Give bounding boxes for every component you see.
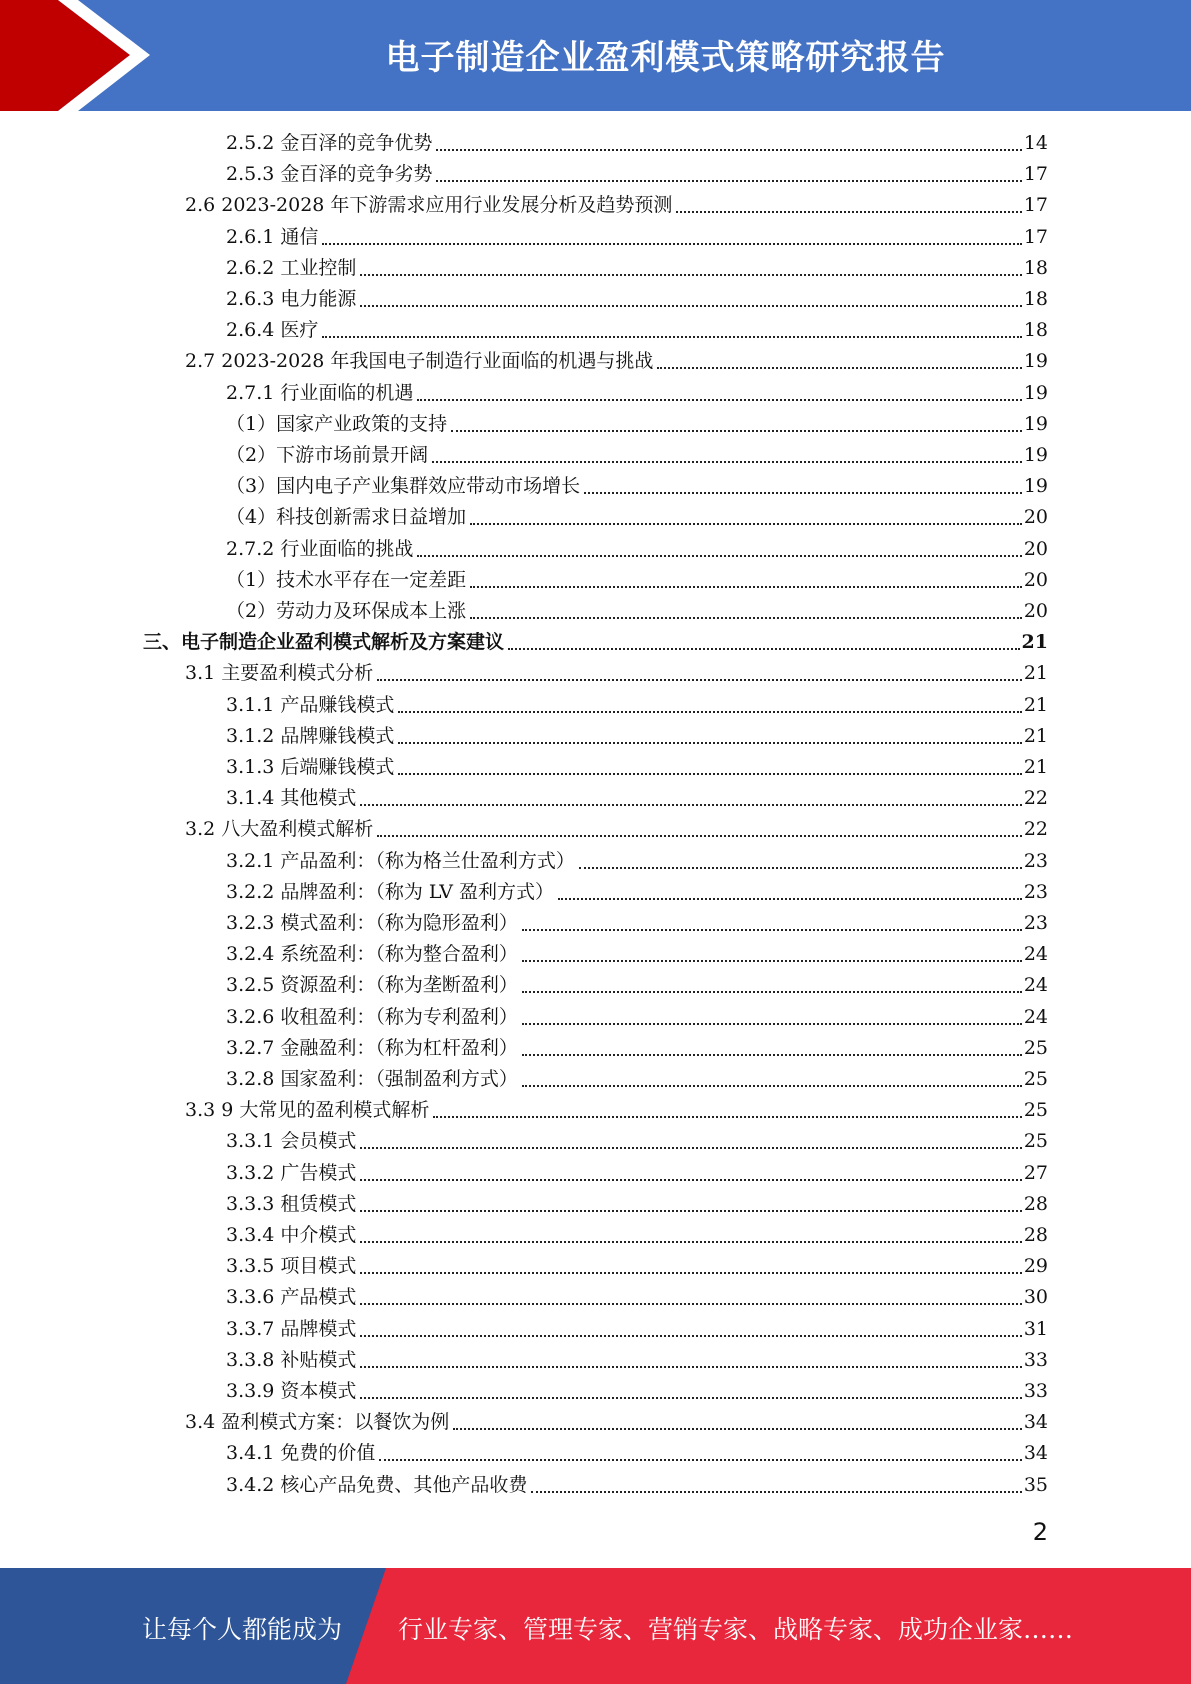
toc-entry[interactable]: [226, 1251, 1048, 1282]
toc-entry-label: 3.2.4 系统盈利：（称为整合盈利）: [226, 943, 518, 966]
toc-leader-dots: [360, 1335, 1021, 1337]
toc-entry-label: 3.2.8 国家盈利：（强制盈利方式）: [226, 1068, 518, 1090]
toc-leader-dots: [398, 742, 1021, 744]
toc-entry-label: 3.1.3 后端赚钱模式: [226, 756, 395, 778]
toc-entry-label: 3.1.1 产品赚钱模式: [226, 693, 395, 716]
toc-entry-label: （2）下游市场前景开阔: [226, 444, 429, 466]
toc-leader-dots: [360, 804, 1021, 806]
toc-entry-label: 2.5.3 金百泽的竞争劣势: [226, 163, 433, 186]
toc-entry-page: 20: [1023, 506, 1048, 529]
toc-leader-dots: [417, 555, 1021, 557]
toc-leader-dots: [522, 1023, 1022, 1025]
toc-entry-label: 3.1 主要盈利模式分析: [185, 662, 374, 685]
toc-entry[interactable]: [226, 1220, 1048, 1251]
toc-entry-page: 28: [1023, 1224, 1048, 1246]
toc-leader-dots: [470, 523, 1022, 525]
toc-leader-dots: [360, 1241, 1021, 1243]
toc-entry-page: 29: [1023, 1255, 1048, 1278]
document-title: 电子制造企业盈利模式策略研究报告: [385, 38, 946, 78]
toc-entry[interactable]: [226, 440, 1048, 471]
toc-entry[interactable]: [226, 970, 1048, 1001]
toc-entry[interactable]: [226, 846, 1048, 877]
toc-leader-dots: [379, 1459, 1021, 1461]
toc-entry[interactable]: [226, 1376, 1048, 1407]
toc-entry-label: 三、电子制造企业盈利模式解析及方案建议: [143, 631, 505, 654]
toc-entry[interactable]: [226, 1438, 1048, 1469]
toc-leader-dots: [470, 586, 1022, 588]
toc-entry-label: 3.3.4 中介模式: [226, 1224, 357, 1246]
toc-entry-page: 35: [1023, 1473, 1048, 1496]
toc-leader-dots: [522, 1054, 1022, 1056]
toc-entry-page: 19: [1023, 412, 1048, 435]
toc-entry[interactable]: [226, 596, 1048, 627]
toc-entry-page: 21: [1023, 662, 1048, 685]
toc-entry[interactable]: [185, 814, 1048, 845]
toc-entry-label: 2.6.4 医疗: [226, 319, 319, 342]
toc-entry-page: 23: [1023, 880, 1048, 903]
toc-leader-dots: [579, 867, 1022, 869]
toc-entry-label: （1）技术水平存在一定差距: [226, 568, 467, 591]
toc-entry-page: 18: [1023, 288, 1048, 310]
toc-entry-label: （3）国内电子产业集群效应带动市场增长: [226, 475, 581, 498]
toc-entry[interactable]: [143, 627, 1048, 658]
toc-leader-dots: [657, 367, 1021, 369]
toc-entry-page: 28: [1023, 1192, 1048, 1215]
toc-leader-dots: [584, 492, 1022, 494]
toc-entry[interactable]: [226, 471, 1048, 502]
toc-entry[interactable]: [226, 1470, 1048, 1501]
toc-entry[interactable]: [226, 939, 1048, 970]
toc-leader-dots: [360, 1179, 1021, 1181]
toc-entry-page: 17: [1023, 194, 1048, 217]
toc-entry[interactable]: [226, 752, 1048, 783]
toc-entry-label: 2.6 2023-2028 年下游需求应用行业发展分析及趋势预测: [185, 194, 673, 217]
toc-entry[interactable]: [185, 658, 1048, 689]
toc-entry[interactable]: [185, 1407, 1048, 1438]
page-footer: [0, 1568, 1191, 1684]
toc-leader-dots: [508, 648, 1020, 650]
page-header: [0, 0, 1191, 111]
toc-leader-dots: [398, 711, 1021, 713]
toc-entry[interactable]: [226, 253, 1048, 284]
toc-entry-page: 20: [1023, 568, 1048, 591]
toc-entry-page: 22: [1023, 818, 1048, 841]
toc-leader-dots: [377, 835, 1022, 837]
toc-entry-page: 24: [1023, 943, 1048, 966]
toc-entry-label: 2.6.1 通信: [226, 225, 319, 248]
toc-entry[interactable]: [226, 159, 1048, 190]
toc-entry-label: 3.1.4 其他模式: [226, 787, 357, 810]
toc-leader-dots: [522, 929, 1022, 931]
toc-entry-page: 31: [1023, 1317, 1048, 1340]
toc-entry[interactable]: [226, 222, 1048, 253]
toc-entry[interactable]: [226, 1189, 1048, 1220]
toc-entry-page: 25: [1023, 1036, 1048, 1059]
toc-entry-label: 3.3.7 品牌模式: [226, 1317, 357, 1340]
toc-entry-page: 17: [1023, 163, 1048, 186]
toc-entry-label: 3.3.2 广告模式: [226, 1161, 357, 1184]
toc-entry-label: 3.2.5 资源盈利：（称为垄断盈利）: [226, 974, 518, 997]
toc-entry[interactable]: [226, 690, 1048, 721]
toc-leader-dots: [360, 1366, 1021, 1368]
toc-entry[interactable]: [226, 565, 1048, 596]
toc-leader-dots: [377, 679, 1022, 681]
toc-leader-dots: [360, 1272, 1021, 1274]
footer-slogan-right: 行业专家、管理专家、营销专家、战略专家、成功企业家……: [398, 1615, 1074, 1644]
toc-entry[interactable]: [226, 128, 1048, 159]
toc-entry-label: 3.4.1 免费的价值: [226, 1442, 376, 1465]
toc-entry-label: 3.2.3 模式盈利：（称为隐形盈利）: [226, 912, 518, 934]
toc-leader-dots: [360, 1210, 1021, 1212]
toc-leader-dots: [436, 149, 1021, 151]
toc-entry-label: 3.2.7 金融盈利：（称为杠杆盈利）: [226, 1036, 518, 1059]
toc-leader-dots: [676, 211, 1021, 213]
toc-entry-page: 25: [1023, 1099, 1048, 1122]
toc-entry[interactable]: [226, 502, 1048, 533]
toc-entry-page: 14: [1023, 132, 1048, 154]
toc-entry-page: 33: [1023, 1348, 1048, 1371]
toc-entry-page: 25: [1023, 1130, 1048, 1153]
toc-leader-dots: [531, 1491, 1021, 1493]
toc-entry-page: 19: [1023, 350, 1048, 373]
toc-entry-label: 2.5.2 金百泽的竞争优势: [226, 132, 433, 154]
toc-entry-label: （2）劳动力及环保成本上涨: [226, 600, 467, 622]
toc-leader-dots: [453, 1428, 1022, 1430]
toc-leader-dots: [360, 305, 1021, 307]
toc-leader-dots: [322, 336, 1021, 338]
toc-entry-label: 3.3.5 项目模式: [226, 1255, 357, 1278]
toc-entry[interactable]: [226, 877, 1048, 908]
toc-entry-label: （4）科技创新需求日益增加: [226, 506, 467, 529]
toc-entry-page: 19: [1023, 475, 1048, 498]
toc-leader-dots: [398, 773, 1021, 775]
toc-entry-page: 34: [1023, 1411, 1048, 1434]
toc-entry-page: 23: [1023, 849, 1048, 872]
toc-entry-page: 24: [1023, 974, 1048, 997]
toc-leader-dots: [360, 1303, 1021, 1305]
toc-entry-label: 2.6.2 工业控制: [226, 256, 357, 279]
toc-entry-label: 3.4.2 核心产品免费、其他产品收费: [226, 1473, 528, 1496]
toc-entry-label: 2.7 2023-2028 年我国电子制造行业面临的机遇与挑战: [185, 350, 654, 373]
toc-entry[interactable]: [226, 409, 1048, 440]
toc-entry-page: 19: [1023, 444, 1048, 466]
toc-leader-dots: [322, 243, 1021, 245]
toc-entry[interactable]: [226, 1064, 1048, 1095]
toc-entry-page: 18: [1023, 319, 1048, 342]
toc-entry-label: 3.3.6 产品模式: [226, 1286, 357, 1309]
toc-entry[interactable]: [226, 1282, 1048, 1313]
toc-entry[interactable]: [226, 1126, 1048, 1157]
toc-entry[interactable]: [185, 1095, 1048, 1126]
toc-entry[interactable]: [226, 1314, 1048, 1345]
toc-entry[interactable]: [226, 284, 1048, 315]
toc-entry-page: 30: [1023, 1286, 1048, 1309]
toc-leader-dots: [433, 1116, 1021, 1118]
footer-slogan-left: 让每个人都能成为: [142, 1615, 343, 1644]
toc-entry-label: 3.3.1 会员模式: [226, 1130, 357, 1153]
toc-leader-dots: [451, 430, 1022, 432]
toc-entry-page: 23: [1023, 912, 1048, 934]
toc-entry-label: 2.7.1 行业面临的机遇: [226, 381, 414, 404]
toc-entry-page: 25: [1023, 1068, 1048, 1090]
toc-leader-dots: [470, 617, 1022, 619]
toc-entry[interactable]: [226, 721, 1048, 752]
toc-leader-dots: [432, 461, 1022, 463]
toc-entry-page: 34: [1023, 1442, 1048, 1465]
header-arrow-decoration: [0, 0, 160, 111]
toc-entry-label: 3.4 盈利模式方案：以餐饮为例: [185, 1411, 450, 1434]
toc-entry-page: 24: [1023, 1005, 1048, 1028]
toc-entry-label: 3.3.9 资本模式: [226, 1380, 357, 1402]
toc-entry-page: 20: [1023, 537, 1048, 560]
toc-entry-page: 27: [1023, 1161, 1048, 1184]
toc-leader-dots: [436, 180, 1021, 182]
toc-entry[interactable]: [226, 783, 1048, 814]
toc-entry-page: 21: [1021, 631, 1048, 654]
toc-entry[interactable]: [226, 908, 1048, 939]
toc-leader-dots: [522, 960, 1022, 962]
toc-entry[interactable]: [226, 534, 1048, 565]
toc-entry-page: 19: [1023, 381, 1048, 404]
toc-entry-page: 33: [1023, 1380, 1048, 1402]
toc-entry-label: 3.3 9 大常见的盈利模式解析: [185, 1099, 430, 1122]
toc-entry-label: 3.1.2 品牌赚钱模式: [226, 724, 395, 747]
page-number: 2: [1032, 1518, 1048, 1546]
toc-entry-label: 3.3.8 补贴模式: [226, 1348, 357, 1371]
toc-leader-dots: [417, 399, 1021, 401]
toc-entry-page: 20: [1023, 600, 1048, 622]
toc-leader-dots: [522, 991, 1022, 993]
toc-entry[interactable]: [226, 1345, 1048, 1376]
toc-entry-page: 17: [1023, 225, 1048, 248]
toc-entry[interactable]: [226, 1002, 1048, 1033]
toc-entry-page: 18: [1023, 256, 1048, 279]
toc-entry-label: 2.7.2 行业面临的挑战: [226, 537, 414, 560]
toc-entry-page: 22: [1023, 787, 1048, 810]
toc-entry-label: 3.3.3 租赁模式: [226, 1192, 357, 1215]
toc-entry-label: 3.2.2 品牌盈利：（称为 LV 盈利方式）: [226, 880, 555, 903]
toc-entry[interactable]: [226, 1033, 1048, 1064]
toc-leader-dots: [360, 1397, 1021, 1399]
toc-entry-label: （1）国家产业政策的支持: [226, 412, 448, 435]
toc-entry[interactable]: [226, 1158, 1048, 1189]
toc-entry[interactable]: [226, 315, 1048, 346]
toc-entry-page: 21: [1023, 693, 1048, 716]
toc-entry-label: 3.2 八大盈利模式解析: [185, 818, 374, 841]
toc-leader-dots: [360, 274, 1021, 276]
toc-entry[interactable]: [185, 346, 1048, 377]
toc-leader-dots: [360, 1147, 1021, 1149]
toc-leader-dots: [558, 898, 1022, 900]
toc-entry-label: 3.2.6 收租盈利：（称为专利盈利）: [226, 1005, 518, 1028]
toc-entry-page: 21: [1023, 756, 1048, 778]
toc-entry-label: 2.6.3 电力能源: [226, 288, 357, 310]
toc-leader-dots: [522, 1085, 1022, 1087]
toc-entry[interactable]: [185, 190, 1048, 221]
toc-entry-label: 3.2.1 产品盈利：（称为格兰仕盈利方式）: [226, 849, 575, 872]
toc-entry[interactable]: [226, 378, 1048, 409]
toc-entry-page: 21: [1023, 724, 1048, 747]
